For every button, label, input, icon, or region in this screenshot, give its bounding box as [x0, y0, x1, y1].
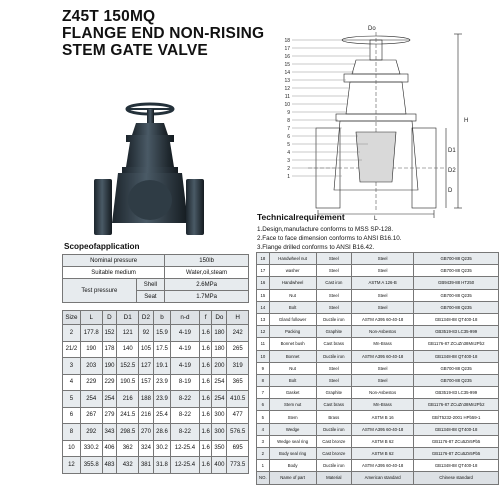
table-cell: Steel	[316, 301, 351, 313]
table-cell: 23.9	[153, 391, 170, 408]
column-header: b	[153, 311, 170, 325]
table-cell: 254	[102, 391, 117, 408]
table-cell: 241.5	[117, 407, 139, 424]
callout-number: 14	[284, 70, 290, 76]
table-cell: 28.6	[153, 424, 170, 441]
callout-number: 6	[287, 134, 290, 140]
callout-number: 8	[287, 118, 290, 124]
table-cell: Ductile iron	[316, 350, 351, 362]
table-cell: 265	[227, 341, 249, 358]
table-cell: GB700-88 Q235	[414, 289, 499, 301]
medium-value: Water,oil,steam	[165, 267, 249, 279]
column-header: Chinese standard	[414, 472, 499, 484]
table-cell: 216	[117, 391, 139, 408]
table-cell: Body seal ring	[269, 448, 316, 460]
table-cell: 17	[257, 265, 270, 277]
table-cell: 8-22	[171, 391, 200, 408]
table-cell: 381	[139, 457, 154, 474]
dim-label-h: H	[464, 118, 469, 124]
table-cell: 190	[102, 358, 117, 375]
table-cell: 695	[227, 440, 249, 457]
table-row	[63, 407, 249, 424]
table-row	[257, 313, 499, 325]
callout-number: 17	[284, 46, 290, 52]
table-cell: 5	[257, 411, 270, 423]
product-title	[62, 8, 264, 59]
table-cell: 152	[102, 325, 117, 342]
table-cell: 2	[257, 448, 270, 460]
table-cell: Steel	[352, 289, 414, 301]
callout-number: 7	[287, 126, 290, 132]
table-row	[257, 350, 499, 362]
table-cell: 362	[117, 440, 139, 457]
table-cell: 200	[212, 358, 227, 375]
table-row	[63, 255, 249, 267]
table-row	[63, 325, 249, 342]
table-cell: 180	[212, 325, 227, 342]
column-header: L	[80, 311, 102, 325]
table-cell: 324	[139, 440, 154, 457]
shell-value: 2.6MPa	[165, 279, 249, 291]
table-cell: 2	[63, 325, 81, 342]
table-cell: 1.6	[199, 440, 212, 457]
table-cell: Steel	[352, 265, 414, 277]
table-cell: 8-22	[171, 424, 200, 441]
table-cell: Nut	[269, 289, 316, 301]
table-cell: 8	[257, 374, 270, 386]
table-row	[257, 253, 499, 265]
table-cell: Mn-Brass	[352, 338, 414, 350]
table-cell: ASTM A395 60-40-18	[352, 423, 414, 435]
dimensions-table	[62, 310, 249, 474]
table-cell: Gland follower	[269, 313, 316, 325]
table-cell: 3	[257, 435, 270, 447]
column-header: Size	[63, 311, 81, 325]
table-row	[257, 277, 499, 289]
shell-label: Shell	[136, 279, 165, 291]
table-cell: 1	[257, 460, 270, 472]
test-pressure-label: Test pressure	[63, 279, 137, 303]
bonnet-icon	[126, 142, 174, 167]
table-cell: 13	[257, 313, 270, 325]
table-cell: 343	[102, 424, 117, 441]
table-cell: 300	[212, 424, 227, 441]
table-cell: GB3519-83 LC35-999	[414, 387, 499, 399]
table-cell: 15.9	[153, 325, 170, 342]
table-cell: 23.9	[153, 374, 170, 391]
table-cell: GB1348-88 QT400-18	[414, 313, 499, 325]
table-cell: 6	[257, 399, 270, 411]
table-cell: ASTM B 16	[352, 411, 414, 423]
table-row	[63, 267, 249, 279]
callout-number: 15	[284, 62, 290, 68]
table-cell: GB700-88 Q235	[414, 374, 499, 386]
column-header: f	[199, 311, 212, 325]
table-cell: 12-25.4	[171, 440, 200, 457]
table-row	[257, 326, 499, 338]
table-cell: Cast brass	[316, 338, 351, 350]
table-cell: 483	[102, 457, 117, 474]
callout-number: 4	[287, 150, 290, 156]
table-cell: 7	[257, 387, 270, 399]
column-header: Name of part	[269, 472, 316, 484]
technical-drawing	[258, 22, 498, 220]
table-cell: 16	[257, 277, 270, 289]
dim-label-d2: D2	[448, 168, 456, 174]
dim-label-d1: D1	[448, 148, 456, 154]
table-cell: 254	[80, 391, 102, 408]
table-cell: Wedge	[269, 423, 316, 435]
seat-value: 1.7MPa	[165, 291, 249, 303]
table-cell: 12	[63, 457, 81, 474]
table-cell: GB1176-87 ZCu5Zn5Pb5	[414, 448, 499, 460]
table-cell: Stem nut	[269, 399, 316, 411]
table-cell: 1.6	[199, 457, 212, 474]
column-header: NO.	[257, 472, 270, 484]
table-cell: Graphite	[316, 326, 351, 338]
table-cell: 11	[257, 338, 270, 350]
table-cell: Stem	[269, 411, 316, 423]
table-cell: 152.5	[117, 358, 139, 375]
table-cell: 1.6	[199, 374, 212, 391]
table-cell: Graphite	[316, 387, 351, 399]
table-cell: Ductile iron	[316, 313, 351, 325]
table-cell: 365	[227, 374, 249, 391]
column-header: Do	[212, 311, 227, 325]
table-cell: Steel	[352, 374, 414, 386]
technical-requirements	[257, 212, 500, 252]
table-cell: Gasket	[269, 387, 316, 399]
table-cell: 229	[80, 374, 102, 391]
table-cell: 190.5	[117, 374, 139, 391]
table-cell: washer	[269, 265, 316, 277]
seat-label: Seat	[136, 291, 165, 303]
table-cell: Cast bronze	[316, 435, 351, 447]
table-row	[257, 301, 499, 313]
table-cell: Cast brass	[316, 399, 351, 411]
table-row	[63, 358, 249, 375]
table-cell: 355.8	[80, 457, 102, 474]
table-cell: 254	[212, 374, 227, 391]
table-cell: Steel	[316, 374, 351, 386]
title-line-1: Z45T 150MQ	[62, 8, 156, 25]
table-row	[63, 341, 249, 358]
callout-number: 16	[284, 54, 290, 60]
table-row	[63, 374, 249, 391]
table-row	[257, 435, 499, 447]
left-flange-icon	[94, 179, 112, 235]
table-cell: 17.5	[153, 341, 170, 358]
table-cell: 177.8	[80, 325, 102, 342]
table-cell: 1.6	[199, 341, 212, 358]
tech-heading: Technicalrequirement	[257, 212, 345, 222]
right-flange-icon	[186, 179, 204, 235]
table-cell: 188	[139, 391, 154, 408]
table-cell: ASTM B 62	[352, 448, 414, 460]
table-cell: 432	[117, 457, 139, 474]
table-row	[63, 440, 249, 457]
table-cell: Cast bronze	[316, 448, 351, 460]
column-header: H	[227, 311, 249, 325]
table-cell: 12-25.4	[171, 457, 200, 474]
table-cell: 773.5	[227, 457, 249, 474]
table-cell: ASTM B 62	[352, 435, 414, 447]
table-cell: 406	[102, 440, 117, 457]
table-cell: 229	[102, 374, 117, 391]
table-cell: 1.6	[199, 325, 212, 342]
table-cell: 8-22	[171, 407, 200, 424]
table-cell: Steel	[352, 253, 414, 265]
table-cell: 270	[139, 424, 154, 441]
medium-label: Suitable medium	[63, 267, 165, 279]
table-cell: GB1348-88 QT400-18	[414, 350, 499, 362]
column-header: D	[102, 311, 117, 325]
table-row	[63, 457, 249, 474]
table-cell: GB700-88 Q235	[414, 301, 499, 313]
table-cell: Bonnet	[269, 350, 316, 362]
table-cell: GB1176-87 ZCu5Zn5Pb5	[414, 435, 499, 447]
table-cell: Steel	[316, 289, 351, 301]
table-cell: 8-19	[171, 374, 200, 391]
table-cell: 279	[102, 407, 117, 424]
table-cell: Bonnet bush	[269, 338, 316, 350]
table-cell: 4-19	[171, 358, 200, 375]
table-cell: 6	[63, 407, 81, 424]
table-cell: 4-19	[171, 341, 200, 358]
table-cell: 15	[257, 289, 270, 301]
table-cell: 8	[63, 424, 81, 441]
table-cell: 216	[139, 407, 154, 424]
table-cell: Steel	[316, 265, 351, 277]
table-cell: Steel	[352, 362, 414, 374]
table-cell: Bolt	[269, 301, 316, 313]
callout-number: 3	[287, 158, 290, 164]
table-cell: 292	[80, 424, 102, 441]
table-cell: Handwheel nut	[269, 253, 316, 265]
table-cell: 4-19	[171, 325, 200, 342]
table-cell: Steel	[316, 253, 351, 265]
dim-label-d: D	[448, 188, 453, 194]
column-header: Material	[316, 472, 351, 484]
table-cell: Non-Asbestos	[352, 326, 414, 338]
table-cell: GB1176-87 ZCuZn38Mn2Pb2	[414, 338, 499, 350]
table-cell: ASTM A395 60-40-18	[352, 313, 414, 325]
pressure-table	[62, 254, 249, 303]
table-cell: 203	[80, 358, 102, 375]
table-cell: GB700-88 Q235	[414, 265, 499, 277]
table-row	[257, 399, 499, 411]
nominal-pressure-label: Nominal pressure	[63, 255, 165, 267]
callout-number: 13	[284, 78, 290, 84]
table-row	[257, 338, 499, 350]
nominal-pressure-value: 150lb	[165, 255, 249, 267]
table-header-row	[63, 311, 249, 325]
callout-number: 10	[284, 102, 290, 108]
table-cell: ASTM A 126-B	[352, 277, 414, 289]
table-cell: 180	[212, 341, 227, 358]
tech-item: 3.Flange drilled conforms to ANSI B16.42.	[257, 244, 375, 251]
table-row	[63, 424, 249, 441]
table-cell: 14	[257, 301, 270, 313]
table-cell: Nut	[269, 362, 316, 374]
table-cell: Cast iron	[316, 277, 351, 289]
table-cell: 3	[63, 358, 81, 375]
table-row	[257, 289, 499, 301]
callout-number: 9	[287, 110, 290, 116]
table-row	[257, 265, 499, 277]
table-row	[257, 387, 499, 399]
scope-heading: Scopeofapplication	[64, 242, 140, 251]
table-cell: GB700-88 Q235	[414, 253, 499, 265]
table-cell: 21/2	[63, 341, 81, 358]
table-cell: 1.6	[199, 407, 212, 424]
table-cell: Wedge seal ring	[269, 435, 316, 447]
table-cell: Mn-Brass	[352, 399, 414, 411]
table-cell: 477	[227, 407, 249, 424]
table-cell: Body	[269, 460, 316, 472]
table-cell: 4	[257, 423, 270, 435]
table-row	[257, 411, 499, 423]
table-cell: 298.5	[117, 424, 139, 441]
table-cell: 300	[212, 407, 227, 424]
table-row	[257, 423, 499, 435]
table-footer-row	[257, 472, 499, 484]
table-row	[257, 374, 499, 386]
table-cell: 4	[63, 374, 81, 391]
table-cell: Brass	[316, 411, 351, 423]
table-row	[257, 448, 499, 460]
table-cell: 121	[117, 325, 139, 342]
table-cell: 19.1	[153, 358, 170, 375]
table-cell: 5	[63, 391, 81, 408]
callout-number: 5	[287, 142, 290, 148]
table-cell: 190	[80, 341, 102, 358]
table-cell: ASTM A395 60-40-18	[352, 350, 414, 362]
table-cell: Ductile iron	[316, 423, 351, 435]
table-cell: 350	[212, 440, 227, 457]
table-cell: 31.8	[153, 457, 170, 474]
tech-item: 1.Design,manufacture conforms to MSS SP-128.	[257, 226, 394, 233]
title-line-3: STEM GATE VALVE	[62, 42, 208, 59]
table-cell: GB700-88 Q235	[414, 362, 499, 374]
table-cell: 30.2	[153, 440, 170, 457]
callout-number: 11	[284, 94, 290, 100]
table-cell: Bolt	[269, 374, 316, 386]
table-cell: GB1176-87 ZCuZn38Mn2Pb2	[414, 399, 499, 411]
table-cell: 12	[257, 326, 270, 338]
table-cell: GB3519-83 LC35-999	[414, 326, 499, 338]
materials-table	[256, 252, 499, 485]
table-cell: GB/T5232-2001 HPb59-1	[414, 411, 499, 423]
column-header: American standard	[352, 472, 414, 484]
table-cell: 576.5	[227, 424, 249, 441]
dim-label-l: L	[374, 216, 378, 220]
table-cell: GB9439-88 HT250	[414, 277, 499, 289]
table-cell: 1.6	[199, 358, 212, 375]
tech-item: 2.Face to face dimension conforms to ANSI B16.10.	[257, 235, 402, 242]
table-row	[257, 460, 499, 472]
table-cell: ASTM A395 60-40-18	[352, 460, 414, 472]
table-row	[257, 362, 499, 374]
table-cell: 18	[257, 253, 270, 265]
column-header: D1	[117, 311, 139, 325]
table-cell: 178	[102, 341, 117, 358]
table-cell: Packing	[269, 326, 316, 338]
table-cell: 25.4	[153, 407, 170, 424]
column-header: D2	[139, 311, 154, 325]
table-cell: 105	[139, 341, 154, 358]
table-cell: 410.5	[227, 391, 249, 408]
table-cell: 254	[212, 391, 227, 408]
table-cell: 127	[139, 358, 154, 375]
table-cell: 140	[117, 341, 139, 358]
table-cell: 9	[257, 362, 270, 374]
table-cell: 330.2	[80, 440, 102, 457]
table-cell: Steel	[316, 362, 351, 374]
table-cell: GB1348-88 QT400-18	[414, 423, 499, 435]
table-cell: 10	[63, 440, 81, 457]
table-cell: 400	[212, 457, 227, 474]
table-cell: GB1348-88 QT400-18	[414, 460, 499, 472]
callout-number: 1	[287, 174, 290, 180]
table-cell: Ductile iron	[316, 460, 351, 472]
table-row	[63, 279, 249, 291]
callout-number: 18	[284, 38, 290, 44]
callout-number: 12	[284, 86, 290, 92]
table-cell: 157	[139, 374, 154, 391]
dim-label-do: Do	[368, 26, 376, 32]
table-cell: 267	[80, 407, 102, 424]
column-header: n-d	[171, 311, 200, 325]
callout-number: 2	[287, 166, 290, 172]
table-cell: 92	[139, 325, 154, 342]
table-cell: Steel	[352, 301, 414, 313]
title-line-2: FLANGE END NON-RISING	[62, 25, 265, 42]
table-cell: 242	[227, 325, 249, 342]
table-cell: 1.6	[199, 391, 212, 408]
valve-photo	[88, 95, 208, 243]
table-row	[63, 391, 249, 408]
table-cell: 10	[257, 350, 270, 362]
table-cell: Handwheel	[269, 277, 316, 289]
table-cell: 1.6	[199, 424, 212, 441]
table-cell: 319	[227, 358, 249, 375]
table-cell: Non-Asbestos	[352, 387, 414, 399]
